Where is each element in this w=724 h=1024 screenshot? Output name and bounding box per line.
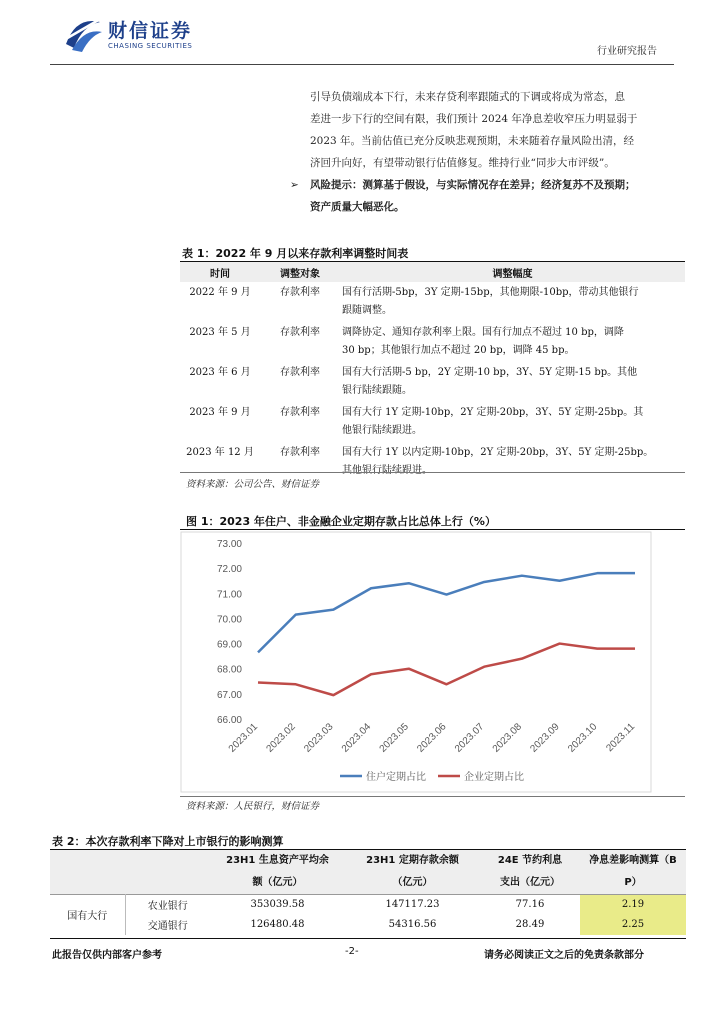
row-date: 2023 年 6 月 [189,367,251,378]
y-tick-label: 66.00 [216,715,242,726]
y-tick-label: 67.00 [216,689,242,701]
row-saving: 77.16 [515,899,545,911]
table-row [50,895,686,915]
intro-line: 济回升向好，有望带动银行估值修复。维持行业“同步大市评级”。 [310,157,615,169]
intro-line: 2023 年。当前估值已充分反映悲观预期，未来随着存量风险出清，经 [310,135,635,147]
bullet-icon: ➢ [290,179,299,191]
y-tick-label: 72.00 [216,564,242,576]
row-date: 2022 年 9 月 [189,287,251,298]
x-tick-label: 2023.08 [490,721,525,755]
col-header-saving: 24E 节约利息 支出（亿元） [480,850,580,895]
row-detail: 国有行活期-5bp，3Y 定期-15bp，其他期限-10bp，带动其他银行 跟随调整。 [342,287,639,316]
row-detail: 国有大行活期-5 bp，2Y 定期-10 bp，3Y、5Y 定期-15 bp。其他 银行陆续跟随。 [342,367,638,396]
rate-adjustment-table [180,262,685,482]
row-nim: 2.25 [580,915,686,935]
row-date: 2023 年 9 月 [189,407,251,418]
y-tick-label: 73.00 [216,539,242,550]
row-bank: 农业银行 [147,901,188,913]
row-saving: 28.49 [515,919,545,930]
intro-line: 引导负债端成本下行，未来存贷利率跟随式的下调或将成为常态，息 [310,91,625,103]
col-header-date: 时间 [180,262,260,282]
risk-line: 资产质量大幅恶化。 [310,201,405,213]
x-tick-label: 2023.09 [528,721,562,755]
x-tick-label: 2023.06 [415,721,449,755]
y-tick-label: 69.00 [216,639,242,651]
table-row [50,915,686,935]
table-row [180,362,685,402]
row-deposits: 54316.56 [388,919,437,930]
row-target: 存款利率 [280,367,320,378]
row-detail: 国有大行 1Y 定期-10bp，2Y 定期-20bp，3Y、5Y 定期-25bp。其 他银行陆续跟进。 [342,407,644,436]
row-nim: 2.19 [580,895,686,915]
logo-name-en: CHASING SECURITIES [108,42,193,50]
row-detail: 调降协定、通知存款利率上限。国有行加点不超过 10 bp，调降 30 bp；其他银行加点不超过 20 bp，调降 45 bp。 [342,327,624,356]
row-date: 2023 年 5 月 [189,327,251,338]
x-tick-label: 2023.05 [377,721,411,755]
x-tick-label: 2023.07 [452,721,487,755]
x-tick-label: 2023.02 [264,721,298,755]
risk-line: 风险提示：测算基于假设，与实际情况存在差异；经济复苏不及预期； [310,179,636,191]
table-row [180,322,685,362]
page-number: -2- [345,946,359,957]
row-assets: 126480.48 [250,919,305,930]
row-assets: 353039.58 [250,899,305,911]
col-header-group [50,850,125,895]
table-header-row [50,850,686,895]
col-header-deposits: 23H1 定期存款余额 （亿元） [345,850,480,895]
line-chart [180,531,652,793]
figure1-source: 资料来源：人民银行，财信证券 [186,801,320,812]
report-type-label: 行业研究报告 [597,46,657,57]
x-tick-label: 2023.03 [302,721,336,755]
row-target: 存款利率 [280,287,320,298]
table1-source: 资料来源：公司公告、财信证券 [186,479,320,490]
row-target: 存款利率 [280,407,320,418]
logo-name-cn: 财信证券 [108,20,193,42]
logo-icon [62,14,104,54]
row-bank: 交通银行 [147,921,188,932]
footer-disclaimer-left: 此报告仅供内部客户参考 [52,950,162,961]
footer-disclaimer-right: 请务必阅读正文之后的免责条款部分 [484,950,644,961]
row-target: 存款利率 [280,327,320,338]
chart-border [181,532,651,792]
y-tick-label: 70.00 [216,614,242,626]
x-tick-label: 2023.01 [226,721,261,755]
legend-label: 企业定期占比 [464,772,524,783]
risk-warning [290,174,690,218]
col-header-assets: 23H1 生息资产平均余 额（亿元） [210,850,345,895]
col-header-bank [125,850,210,895]
col-header-target: 调整对象 [260,262,340,282]
row-group: 国有大行 [50,895,125,935]
row-detail: 国有大行 1Y 以内定期-10bp，2Y 定期-20bp，3Y、5Y 定期-25bp。 其他银行陆续跟进。 [342,447,654,476]
x-tick-label: 2023.11 [604,721,638,755]
company-logo [62,14,202,58]
legend-label: 住户定期占比 [366,772,426,783]
row-date: 2023 年 12 月 [186,447,254,458]
impact-table [50,850,686,935]
row-target: 存款利率 [280,447,320,458]
row-deposits: 147117.23 [385,899,440,911]
table-row [180,402,685,442]
x-tick-label: 2023.10 [566,721,600,755]
col-header-range: 调整幅度 [340,262,685,282]
y-tick-label: 71.00 [216,589,242,601]
figure1-title: 图 1：2023 年住户、非金融企业定期存款占比总体上行（%） [186,515,496,528]
header-divider [50,64,674,65]
intro-paragraph [310,86,690,174]
y-tick-label: 68.00 [216,664,242,676]
col-header-nim: 净息差影响测算（B P） [580,850,686,895]
table2-title: 表 2：本次存款利率下降对上市银行的影响测算 [52,835,284,848]
table1-title: 表 1：2022 年 9 月以来存款利率调整时间表 [182,247,409,260]
table-header-row [180,262,685,282]
table-row [180,282,685,322]
intro-line: 差进一步下行的空间有限，我们预计 2024 年净息差收窄压力明显弱于 [310,113,638,125]
x-tick-label: 2023.04 [339,721,374,755]
